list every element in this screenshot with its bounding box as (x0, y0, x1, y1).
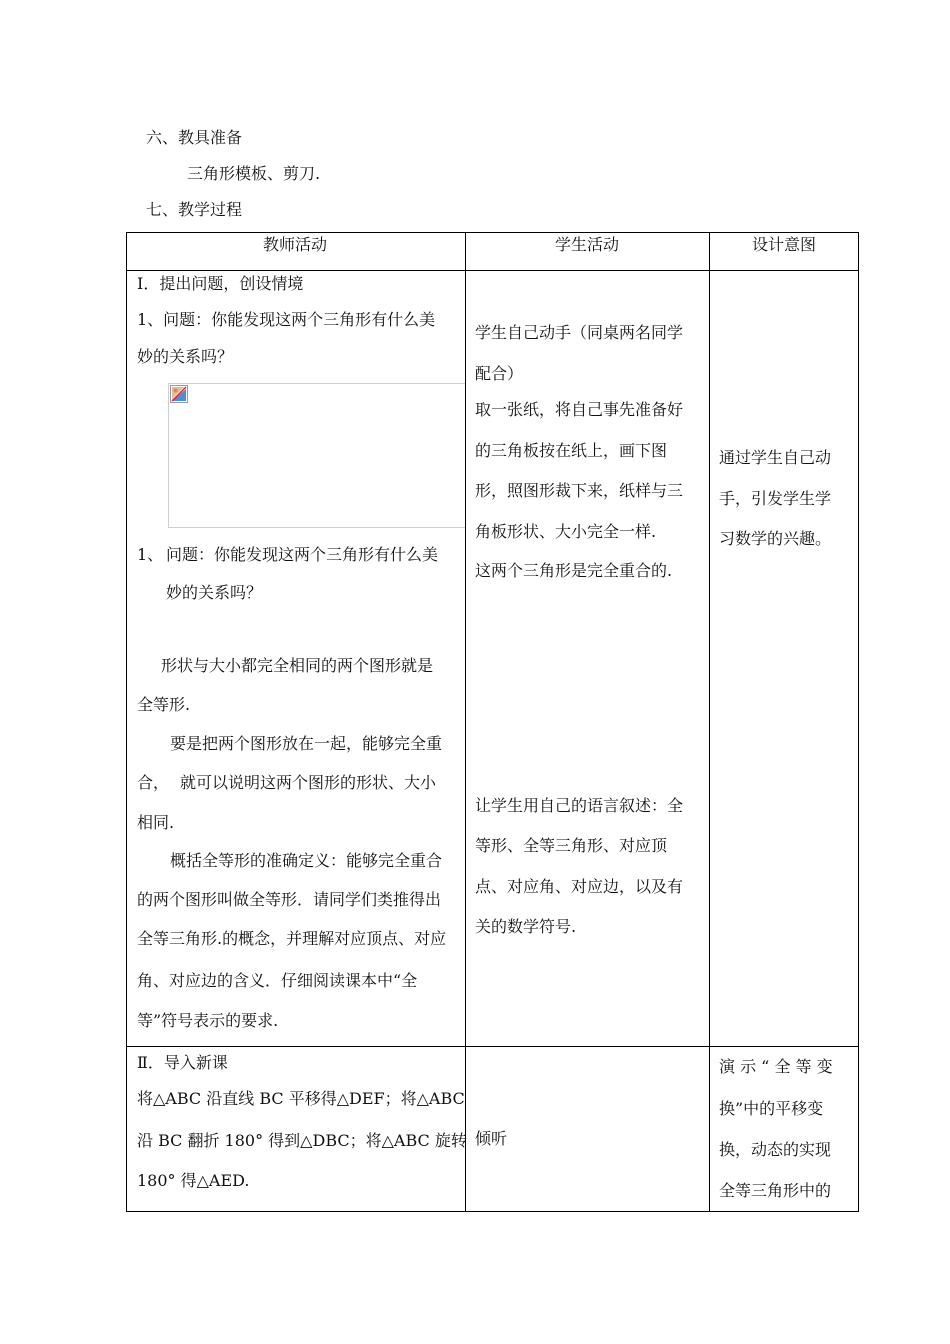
row1-p1-line2: 全等形. (137, 695, 191, 714)
row1-p2-line2a: 合， (137, 773, 170, 792)
row1-student-line11: 关的数学符号. (475, 917, 577, 936)
row1-q2-line2: 妙的关系吗？ (166, 583, 263, 602)
row1-student-line1: 学生自己动手（同桌两名同学 (475, 323, 684, 342)
table-border-left (126, 232, 127, 1212)
row2-teacher-line2: 沿 BC 翻折 180° 得到△DBC；将△ABC 旋转 (137, 1131, 467, 1150)
table-col-divider-1 (465, 232, 466, 1212)
row2-intent-line4: 全等三角形中的 (719, 1181, 832, 1200)
row1-p2-line2b: 就可以说明这两个图形的形状、大小 (180, 773, 437, 792)
row1-q2-line1: 问题：你能发现这两个三角形有什么美 (166, 545, 439, 564)
row2-teacher-title: Ⅱ．导入新课 (137, 1053, 228, 1072)
row1-teacher-title: Ⅰ．提出问题，创设情境 (137, 274, 304, 293)
table-col-divider-2 (709, 232, 710, 1212)
row2-teacher-line3: 180° 得△AED. (137, 1171, 250, 1190)
table-border-bottom (126, 1211, 859, 1212)
header-teacher-activity: 教师活动 (263, 235, 328, 254)
row1-p2-line1: 要是把两个图形放在一起，能够完全重 (170, 734, 443, 753)
row1-p3-line4: 角、对应边的含义．仔细阅读课本中“全 (137, 971, 418, 990)
row1-student-line8: 让学生用自己的语言叙述：全 (475, 796, 684, 815)
section-seven-heading: 七、教学过程 (146, 200, 243, 219)
row1-q1-line1: 1、问题：你能发现这两个三角形有什么美 (137, 310, 436, 329)
row1-p1-line1: 形状与大小都完全相同的两个图形就是 (161, 656, 434, 675)
missing-image-placeholder (168, 383, 465, 528)
table-header-divider (126, 270, 859, 271)
row1-student-line3: 取一张纸，将自己事先准备好 (475, 400, 684, 419)
row1-intent-line2: 手，引发学生学 (719, 489, 832, 508)
broken-image-icon (170, 385, 188, 403)
row1-q1-line2: 妙的关系吗？ (137, 347, 234, 366)
table-border-top (126, 232, 859, 233)
section-six-body: 三角形模板、剪刀. (187, 164, 321, 183)
table-row-divider (126, 1046, 859, 1047)
table-border-right (858, 232, 859, 1212)
row2-intent-line3: 换，动态的实现 (719, 1140, 832, 1159)
row1-p3-line1: 概括全等形的准确定义：能够完全重合 (170, 851, 443, 870)
row1-student-line5: 形，照图形裁下来，纸样与三 (475, 481, 684, 500)
row1-student-line9: 等形、全等三角形、对应顶 (475, 836, 668, 855)
row1-intent-line1: 通过学生自己动 (719, 448, 832, 467)
header-student-activity: 学生活动 (555, 235, 620, 254)
section-six-heading: 六、教具准备 (146, 128, 243, 147)
row1-p3-line2: 的两个图形叫做全等形．请同学们类推得出 (137, 890, 442, 909)
header-design-intent: 设计意图 (752, 235, 817, 254)
row1-p3-line3: 全等三角形.的概念，并理解对应顶点、对应 (137, 929, 447, 948)
row1-q2-number: 1、 (137, 545, 164, 564)
row2-student-line1: 倾听 (475, 1129, 508, 1148)
row1-p2-line3: 相同. (137, 813, 175, 832)
row2-teacher-line1: 将△ABC 沿直线 BC 平移得△DEF；将△ABC (137, 1089, 465, 1108)
row1-student-line2: 配合） (475, 364, 524, 383)
row1-student-line6: 角板形状、大小完全一样. (475, 522, 657, 541)
row1-p3-line5: 等”符号表示的要求. (137, 1011, 279, 1030)
row1-student-line4: 的三角板按在纸上，画下图 (475, 441, 668, 460)
row2-intent-line1: 演 示 “ 全 等 变 (719, 1057, 833, 1076)
row1-student-line10: 点、对应角、对应边，以及有 (475, 877, 684, 896)
row1-student-line7: 这两个三角形是完全重合的. (475, 561, 673, 580)
row1-intent-line3: 习数学的兴趣。 (719, 529, 832, 548)
row2-intent-line2: 换”中的平移变 (719, 1099, 824, 1118)
